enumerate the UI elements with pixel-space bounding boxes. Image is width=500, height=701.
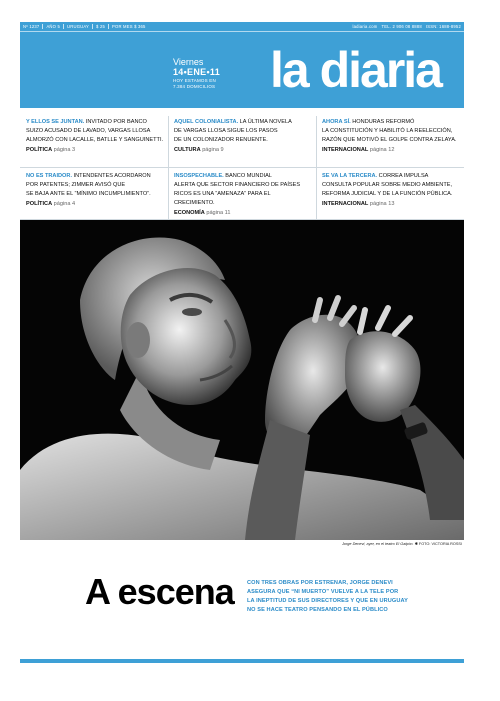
teaser-headline: AHORA SÍ. xyxy=(322,119,351,125)
teaser-text: INSOSPECHABLE. BANCO MUNDIAL ALERTA QUE SECTOR FINANCIERO DE PAÍSES RICOS ES UNA “AMENAZA” PARA EL CRECIMIENTO. xyxy=(174,173,301,206)
photo-caption xyxy=(342,541,462,546)
teaser-text: SE VA LA TERCERA. CORREA IMPULSA CONSULTA POPULAR SOBRE MEDIO AMBIENTE, REFORMA JUDICIAL Y DE LA FUNCIÓN PÚBLICA. xyxy=(322,173,453,197)
teaser-headline: AQUEL COLONIALISTA. xyxy=(174,119,239,125)
contact-info xyxy=(352,24,461,29)
teaser-section: INTERNACIONAL página 12 xyxy=(322,147,395,153)
portrait-illustration xyxy=(20,220,464,540)
issue-country: URUGUAY xyxy=(67,24,93,29)
issue-price: $ 25 xyxy=(96,24,109,29)
teaser-headline: INSOSPECHABLE. xyxy=(174,173,224,179)
photo-credit: ✱ FOTO: VICTORIA ROSSI xyxy=(414,542,462,546)
teaser-section: CULTURA página 9 xyxy=(174,147,224,153)
teaser-headline: NO ES TRAIDOR. xyxy=(26,173,72,179)
feature-headline[interactable]: A escena xyxy=(85,571,234,612)
teaser-text: Y ELLOS SE JUNTAN. INVITADO POR BANCO SUIZO ACUSADO DE LAVADO, VARGAS LLOSA ALMORZÓ CON LACALLE, BATLLE Y SANGUINETTI. xyxy=(26,119,164,143)
teaser-se-va-la-tercera[interactable] xyxy=(322,172,460,207)
column-divider xyxy=(316,116,317,226)
teaser-text: NO ES TRAIDOR. INTENDENTES ACORDARON POR PATENTES; ZIMMER AVISÓ QUE SE BAJA ANTE EL “MÍNIMO INCUMPLIMIENTO”. xyxy=(26,173,151,197)
issue-number: Nº 1237 xyxy=(23,24,43,29)
teaser-insospechable[interactable] xyxy=(174,172,312,216)
caption-text: Jorge Denevi, ayer, en el teatro El Galpón. xyxy=(342,542,414,546)
newspaper-logo: la diaria xyxy=(270,42,441,98)
feature-deck: CON TRES OBRAS POR ESTRENAR, JORGE DENEVI ASEGURA QUE “NI MUERTO” VUELVE A LA TELE POR LA INEPTITUD DE SUS DIRECTORES Y QUE EN URUGUAY NO SE HACE TEATRO PENSANDO EN EL PÚBLICO xyxy=(247,580,408,613)
front-page xyxy=(20,22,464,662)
teaser-text: AHORA SÍ. HONDURAS REFORMÓ LA CONSTITUCIÓN Y HABILITÓ LA REELECCIÓN, RAZÓN QUE MOTIVÓ EL GOLPE CONTRA ZELAYA. xyxy=(322,119,457,143)
teaser-section: INTERNACIONAL página 13 xyxy=(322,201,395,207)
date-box xyxy=(173,58,243,89)
photo-caption-bar xyxy=(20,540,464,548)
teaser-ellos-se-juntan[interactable] xyxy=(26,118,164,153)
teaser-no-es-traidor[interactable] xyxy=(26,172,164,207)
phone-number: TEL. 2 906 08 8888 xyxy=(381,24,422,29)
issue-info xyxy=(23,24,149,29)
teaser-text: AQUEL COLONIALISTA. LA ÚLTIMA NOVELA DE VARGAS LLOSA SIGUE LOS PASOS DE UN COLONIZADOR RENUENTE. xyxy=(174,119,292,143)
bottom-rule xyxy=(20,659,464,663)
teaser-headline: SE VA LA TERCERA. xyxy=(322,173,378,179)
column-divider xyxy=(168,116,169,226)
teaser-headline: Y ELLOS SE JUNTAN. xyxy=(26,119,85,125)
teaser-section: POLÍTICA página 4 xyxy=(26,201,76,207)
circulation-line-1: HOY ESTAMOS EN xyxy=(173,78,216,83)
issn-number: ISSN: 1688-8952 xyxy=(425,24,461,29)
issue-date: 14•ENE•11 xyxy=(173,67,221,77)
issue-year: AÑO 5 xyxy=(46,24,64,29)
teaser-ahora-si[interactable] xyxy=(322,118,460,153)
teaser-section: POLÍTICA página 3 xyxy=(26,147,76,153)
meta-bar xyxy=(20,22,464,32)
issue-monthly-price: POR MES $ 365 xyxy=(112,24,146,29)
weekday: Viernes xyxy=(173,57,204,67)
website-link[interactable]: ladiaria.com xyxy=(352,24,378,29)
teaser-section: ECONOMÍA página 11 xyxy=(174,210,231,216)
teaser-aquel-colonialista[interactable] xyxy=(174,118,312,153)
masthead xyxy=(20,22,464,108)
circulation-line-2: 7.384 DOMICILIOS xyxy=(173,83,216,89)
cover-photo xyxy=(20,220,464,540)
